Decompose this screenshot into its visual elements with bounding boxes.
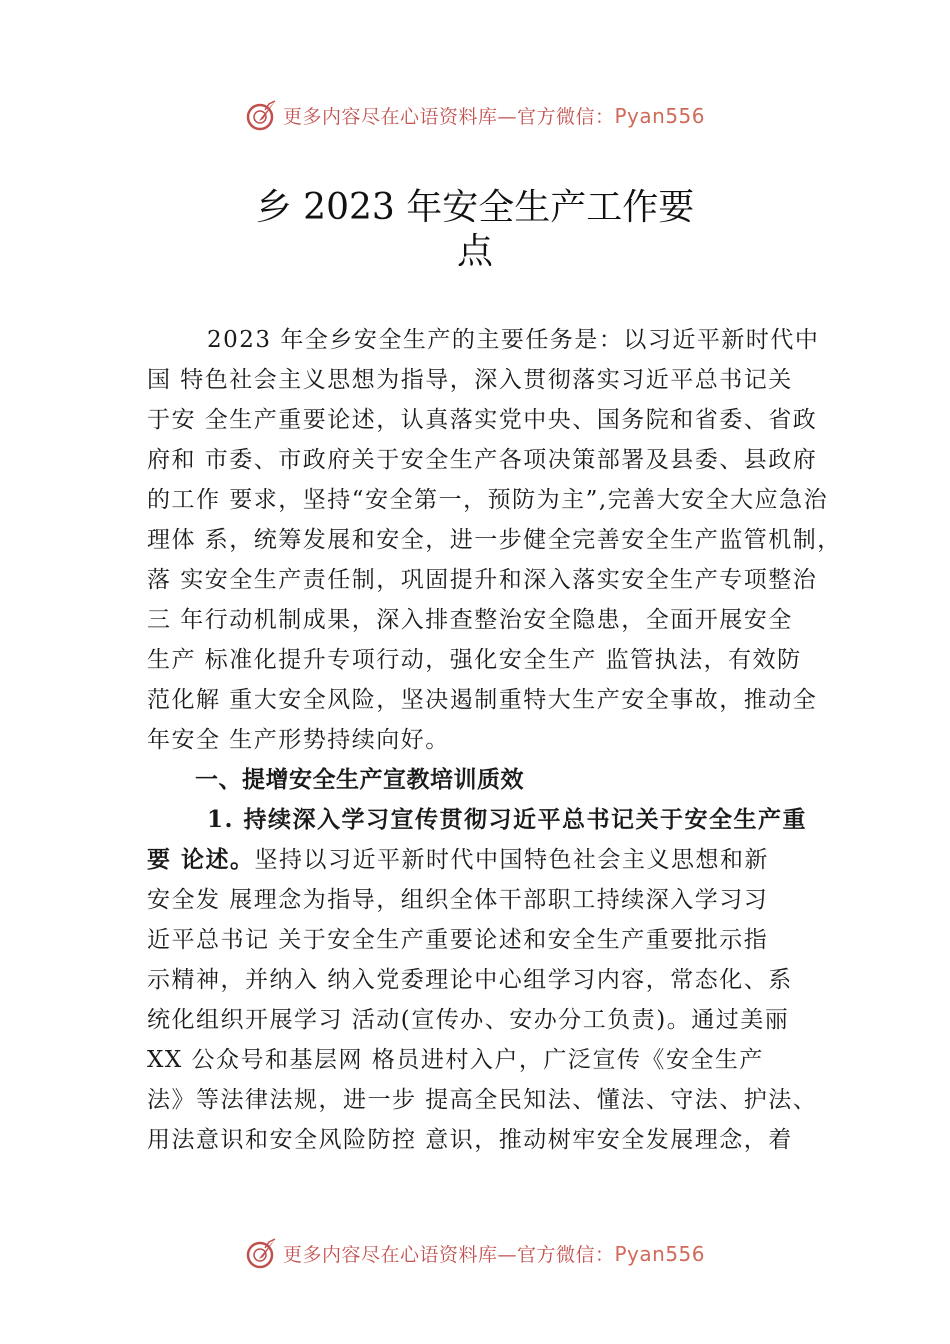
body-line: 法》等法律法规，进一步 提高全民知法、懂法、守法、护法、 xyxy=(147,1087,818,1113)
body-line: 落 实安全生产责任制，巩固提升和深入落实安全生产专项整治 xyxy=(147,567,818,593)
body-line: 的工作 要求，坚持“安全第一，预防为主”,完善大安全大应急治 xyxy=(147,487,829,513)
body-line xyxy=(147,840,837,880)
body-line: 府和 市委、市政府关于安全生产各项决策部署及县委、县政府 xyxy=(147,447,818,473)
body-line: 国 特色社会主义思想为指导，深入贯彻落实习近平总书记关 xyxy=(147,367,793,393)
body-line: 示精神，并纳入 纳入党委理论中心组学习内容，常态化、系 xyxy=(147,967,793,993)
document-title-line2: 点 xyxy=(456,231,493,272)
quill-logo-icon xyxy=(245,98,279,132)
body-line: 年安全 生产形势持续向好。 xyxy=(147,727,450,753)
body-line: 用法意识和安全风险防控 意识，推动树牢安全发展理念，着 xyxy=(147,1127,793,1153)
body-text: 坚持以习近平新时代中国特色社会主义思想和新 xyxy=(254,847,770,873)
watermark-bottom xyxy=(0,1233,950,1273)
body-line: 2023 年全乡安全生产的主要任务是：以习近平新时代中 xyxy=(207,327,820,353)
document-body xyxy=(147,320,842,1160)
body-line: 安全发 展理念为指导，组织全体干部职工持续深入学习习 xyxy=(147,887,769,913)
body-line: 统化组织开展学习 活动(宣传办、安办分工负责)。通过美丽 xyxy=(147,1007,790,1033)
body-line: XX 公众号和基层网 格员进村入户，广泛宣传《安全生产 xyxy=(147,1047,764,1073)
body-line: 范化解 重大安全风险，坚决遏制重特大生产安全事故，推动全 xyxy=(147,687,818,713)
watermark-text: 更多内容尽在心语资料库—官方微信：Pyan556 xyxy=(282,1241,706,1266)
body-line: 于安 全生产重要论述，认真落实党中央、国务院和省委、省政 xyxy=(147,407,818,433)
body-line: 三 年行动机制成果，深入排查整治安全隐患，全面开展安全 xyxy=(147,607,793,633)
section-heading: 一、提增安全生产宣教培训质效 xyxy=(195,767,524,793)
subsection-heading-cont: 要 论述。 xyxy=(147,846,255,873)
body-line: 理体 系，统筹发展和安全，进一步健全完善安全生产监管机制， xyxy=(147,527,842,553)
subsection-heading: 1. 持续深入学习宣传贯彻习近平总书记关于安全生产重 xyxy=(207,806,808,833)
watermark-text: 更多内容尽在心语资料库—官方微信：Pyan556 xyxy=(282,103,706,128)
body-line: 生产 标准化提升专项行动，强化安全生产 监管执法，有效防 xyxy=(147,647,802,673)
watermark-top xyxy=(0,95,950,135)
body-line: 近平总书记 关于安全生产重要论述和安全生产重要批示指 xyxy=(147,927,769,953)
quill-logo-icon xyxy=(245,1236,279,1270)
document-title-line1: 乡 2023 年安全生产工作要 xyxy=(255,187,695,228)
